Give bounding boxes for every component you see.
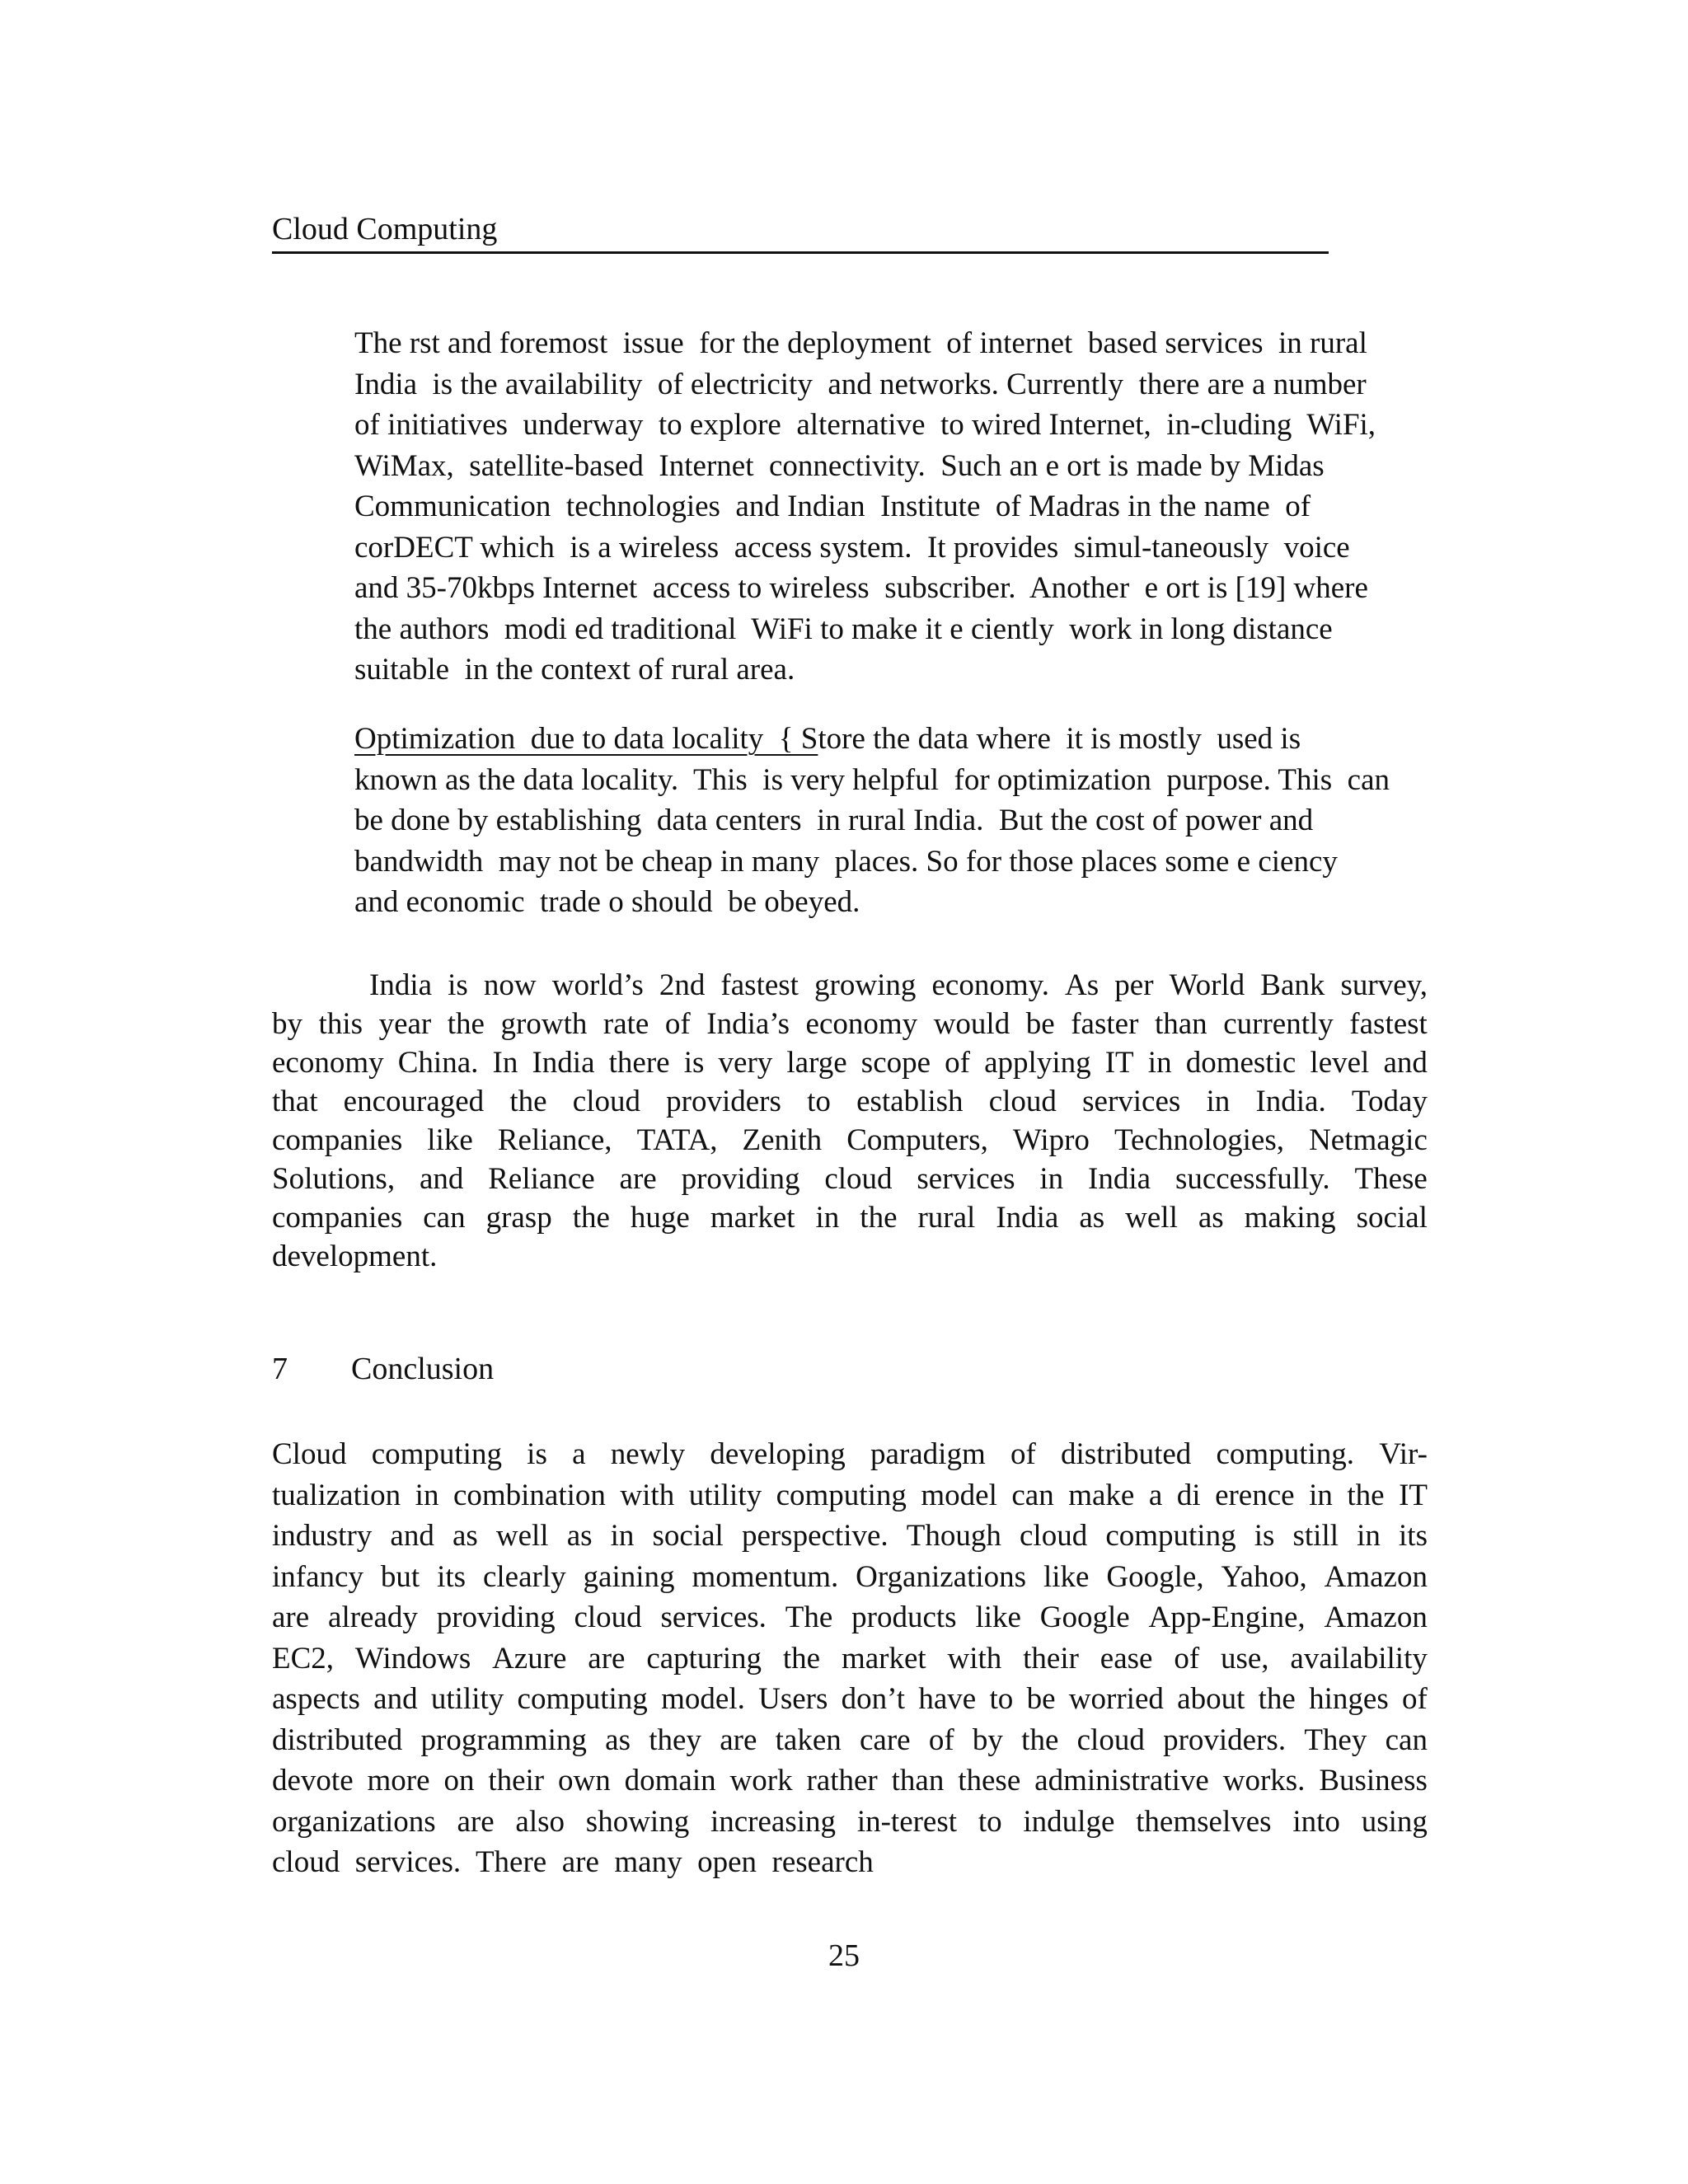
text-span: development.: [272, 1240, 438, 1273]
word: Amazon: [1324, 1601, 1428, 1634]
word: faster: [1071, 1007, 1139, 1041]
word: model.: [661, 1682, 745, 1716]
word: applying: [984, 1046, 1091, 1080]
word: don’t: [841, 1682, 906, 1716]
word: like: [1043, 1559, 1090, 1594]
word: Users: [758, 1682, 828, 1716]
word: make: [1068, 1478, 1135, 1512]
word: and: [373, 1682, 418, 1716]
word: successfully.: [1175, 1162, 1330, 1196]
word: cloud: [988, 1085, 1057, 1118]
word: the: [509, 1085, 547, 1118]
word: indulge: [1023, 1804, 1115, 1839]
word: providers.: [1163, 1722, 1287, 1757]
word: Though: [906, 1519, 1001, 1553]
text-line: [272, 1005, 1428, 1043]
word: the: [1021, 1722, 1059, 1757]
word: App-Engine,: [1148, 1601, 1306, 1634]
word: be: [1026, 1682, 1056, 1716]
word: Technologies,: [1114, 1123, 1284, 1157]
word: India: [1088, 1162, 1151, 1196]
word: utility: [430, 1682, 504, 1716]
word: survey,: [1340, 968, 1428, 1002]
word: level: [1310, 1046, 1370, 1080]
word: with: [947, 1641, 1002, 1675]
word: making: [1244, 1201, 1336, 1235]
word: as: [1079, 1201, 1105, 1235]
word: economy: [805, 1007, 918, 1041]
word: the: [572, 1201, 610, 1235]
text-line: of initiatives underway to explore alternative to wired Internet, in-cluding WiFi,: [354, 408, 1376, 442]
word: to: [807, 1085, 831, 1118]
word: Google,: [1106, 1559, 1204, 1594]
section-title: Conclusion: [351, 1352, 495, 1386]
word: is: [683, 1046, 705, 1080]
word: India: [532, 1046, 595, 1080]
word: aspects: [272, 1682, 360, 1716]
word: In: [492, 1046, 518, 1080]
word: of: [664, 1007, 691, 1041]
word: domain: [624, 1764, 716, 1797]
word: and: [390, 1519, 434, 1553]
word: its: [437, 1559, 467, 1594]
word: these: [958, 1764, 1021, 1797]
word: can: [423, 1201, 466, 1235]
word: The: [785, 1601, 833, 1634]
word: fastest: [1349, 1007, 1428, 1041]
word: use,: [1220, 1641, 1269, 1675]
word: huge: [630, 1201, 690, 1235]
word: as: [566, 1519, 593, 1553]
word: they: [649, 1722, 701, 1757]
word: Amazon: [1324, 1559, 1428, 1594]
word: EC2,: [272, 1641, 335, 1675]
word: products: [851, 1601, 957, 1634]
word: and: [419, 1162, 464, 1196]
word: of: [1010, 1437, 1036, 1471]
word: using: [1361, 1804, 1428, 1839]
word: well: [495, 1519, 549, 1553]
text-line: [272, 1516, 1428, 1557]
word: These: [1354, 1162, 1428, 1196]
word: very: [718, 1046, 773, 1080]
word: services.: [660, 1601, 767, 1634]
word: providers: [666, 1085, 781, 1118]
word: their: [1023, 1641, 1079, 1675]
word: and: [1383, 1046, 1428, 1080]
word: distributed: [272, 1722, 403, 1757]
word: di: [1176, 1478, 1201, 1512]
text-span: tore the data where it is mostly used is: [818, 722, 1301, 756]
word: providing: [436, 1601, 556, 1634]
word: by: [272, 1007, 302, 1041]
underlined-lead-term: Optimization due to data locality { S: [354, 722, 818, 756]
word: Bank: [1260, 968, 1325, 1002]
word: cloud: [1076, 1722, 1145, 1757]
text-line: [272, 1802, 1428, 1843]
paragraph-india-economy: [272, 966, 1428, 1276]
word: growing: [814, 968, 917, 1002]
word: TATA,: [636, 1123, 718, 1157]
word: the: [1258, 1682, 1296, 1716]
word: computing: [371, 1437, 502, 1471]
word: China.: [397, 1046, 479, 1080]
word: ease: [1100, 1641, 1153, 1675]
word: Yahoo,: [1221, 1559, 1307, 1594]
word: in: [1357, 1519, 1381, 1553]
text-line: and economic trade o should be obeyed.: [354, 885, 860, 919]
word: Wipro: [1012, 1123, 1090, 1157]
word: as: [452, 1519, 478, 1553]
text-line: [272, 1434, 1428, 1475]
text-line: [272, 1160, 1428, 1198]
text-line-last: [272, 1842, 1428, 1883]
word: the: [1347, 1478, 1385, 1512]
word: world’s: [551, 968, 644, 1002]
word: model: [921, 1478, 997, 1512]
word: in: [1039, 1162, 1064, 1196]
word: India.: [1255, 1085, 1326, 1118]
word: would: [933, 1007, 1010, 1041]
word: increasing: [710, 1804, 837, 1839]
word: as: [605, 1722, 631, 1757]
word: scope: [860, 1046, 931, 1080]
text-line: known as the data locality. This is very helpful for optimization purpose. This can: [354, 762, 1390, 797]
word: grasp: [485, 1201, 552, 1235]
text-line: Communication technologies and Indian Institute of Madras in the name of: [354, 490, 1311, 523]
word: in: [1206, 1085, 1231, 1118]
word: a: [1148, 1478, 1163, 1512]
word: Organizations: [856, 1559, 1027, 1594]
word: erence: [1215, 1478, 1295, 1512]
word: than: [1154, 1007, 1207, 1041]
word: than: [891, 1764, 945, 1797]
indented-paragraph-power-networks: [354, 323, 1418, 691]
word: its: [1399, 1519, 1428, 1553]
word: as: [1198, 1201, 1224, 1235]
word: have: [918, 1682, 977, 1716]
word: market: [710, 1201, 795, 1235]
word: establish: [856, 1085, 964, 1118]
word: this: [318, 1007, 363, 1041]
word: economy: [272, 1046, 384, 1080]
word: in: [1309, 1478, 1333, 1512]
word: Reliance: [488, 1162, 595, 1196]
word: Azure: [492, 1641, 567, 1675]
word: of: [928, 1722, 954, 1757]
word: encouraged: [343, 1085, 485, 1118]
word: Reliance,: [497, 1123, 612, 1157]
word: are: [720, 1722, 757, 1757]
running-header-title: Cloud Computing: [272, 212, 498, 246]
word: of: [945, 1046, 970, 1080]
section-heading: [272, 1348, 494, 1390]
word: well: [1125, 1201, 1178, 1235]
word: industry: [272, 1519, 373, 1553]
word: paradigm: [870, 1437, 986, 1471]
text-line: and 35-70kbps Internet access to wireless subscriber. Another e ort is [19] where: [354, 571, 1368, 605]
word: administrative: [1034, 1764, 1209, 1797]
text-span: cloud services. There are many open research: [272, 1845, 874, 1879]
text-line: The rst and foremost issue for the deployment of internet based services in rural: [354, 326, 1367, 360]
word: capturing: [646, 1641, 762, 1675]
word: the: [447, 1007, 485, 1041]
word: newly: [610, 1437, 686, 1471]
text-line: [272, 1679, 1428, 1720]
word: computing: [1105, 1519, 1236, 1553]
word: developing: [710, 1437, 846, 1471]
text-line: [272, 1043, 1428, 1082]
word: in: [815, 1201, 840, 1235]
word: of: [1174, 1641, 1200, 1675]
word: hinges: [1309, 1682, 1389, 1716]
text-line: be done by establishing data centers in rural India. But the cost of power and: [354, 804, 1314, 837]
text-line: [272, 1597, 1428, 1638]
word: computing: [517, 1682, 648, 1716]
word: Solutions,: [272, 1162, 396, 1196]
word: are: [588, 1641, 626, 1675]
text-line: the authors modi ed traditional WiFi to make it e ciently work in long distance: [354, 612, 1333, 646]
word: that: [272, 1085, 318, 1118]
text-line: suitable in the context of rural area.: [354, 653, 795, 687]
text-line: WiMax, satellite-based Internet connectivity. Such an e ort is made by Midas: [354, 448, 1325, 483]
word: like: [975, 1601, 1021, 1634]
page-number: 25: [828, 1938, 860, 1973]
word: more: [367, 1764, 430, 1797]
word: in-terest: [856, 1804, 958, 1839]
word: Netmagic: [1309, 1123, 1428, 1157]
word: programming: [420, 1722, 587, 1757]
word: infancy: [272, 1559, 363, 1594]
word: rate: [603, 1007, 649, 1041]
word: computing: [776, 1478, 907, 1512]
word: worried: [1068, 1682, 1164, 1716]
word: a: [572, 1437, 586, 1471]
text-line: [272, 1082, 1428, 1121]
text-line: [272, 1638, 1428, 1680]
word: cloud: [572, 1085, 640, 1118]
text-line: India is the availability of electricity and networks. Currently there are a number: [354, 367, 1367, 401]
word: their: [488, 1764, 545, 1797]
text-line-last: [272, 1237, 1428, 1276]
word: Windows: [354, 1641, 471, 1675]
word: Google: [1039, 1601, 1130, 1634]
word: Computers,: [846, 1123, 988, 1157]
word: rural: [917, 1201, 976, 1235]
word: about: [1177, 1682, 1245, 1716]
word: IT: [1104, 1046, 1134, 1080]
word: utility: [688, 1478, 762, 1512]
word: in: [415, 1478, 439, 1512]
word: to: [978, 1804, 1002, 1839]
header-rule: [272, 251, 1329, 254]
word: still: [1292, 1519, 1339, 1553]
word: also: [515, 1804, 565, 1839]
word: is: [527, 1437, 547, 1471]
word: fastest: [720, 968, 799, 1002]
text-line: [272, 1760, 1428, 1802]
text-line-first: [272, 966, 1428, 1005]
word: on: [443, 1764, 475, 1797]
word: India: [996, 1201, 1059, 1235]
word: own: [558, 1764, 611, 1797]
word: growth: [500, 1007, 588, 1041]
word: providing: [681, 1162, 800, 1196]
word: works.: [1222, 1764, 1306, 1797]
text-line: [272, 1720, 1428, 1761]
word: are: [457, 1804, 495, 1839]
word: organizations: [272, 1804, 436, 1839]
word: companies: [272, 1201, 403, 1235]
section-number: 7: [272, 1352, 288, 1386]
word: there: [608, 1046, 670, 1080]
word: Zenith: [742, 1123, 823, 1157]
word: care: [860, 1722, 911, 1757]
text-line: [272, 1198, 1428, 1237]
word: by: [972, 1722, 1003, 1757]
word: the: [860, 1201, 898, 1235]
word: market: [841, 1641, 926, 1675]
word: India’s: [706, 1007, 790, 1041]
word: the: [782, 1641, 821, 1675]
word: social: [652, 1519, 724, 1553]
word: computing.: [1216, 1437, 1355, 1471]
word: They: [1304, 1722, 1367, 1757]
word: Vir-: [1379, 1437, 1428, 1471]
word: services: [917, 1162, 1015, 1196]
text-line: bandwidth may not be cheap in many places. So for those places some e ciency: [354, 844, 1338, 879]
word: economy.: [931, 968, 1049, 1002]
word: services: [1082, 1085, 1181, 1118]
word: per: [1114, 968, 1154, 1002]
word: social: [1356, 1201, 1428, 1235]
word: are: [619, 1162, 657, 1196]
word: gaining: [583, 1559, 675, 1594]
word: companies: [272, 1123, 403, 1157]
word: themselves: [1136, 1804, 1272, 1839]
word: clearly: [482, 1559, 566, 1594]
word: IT: [1399, 1478, 1428, 1512]
text-line: [272, 1557, 1428, 1598]
paragraph-conclusion: [272, 1434, 1428, 1883]
word: into: [1292, 1804, 1340, 1839]
word: Cloud: [272, 1437, 347, 1471]
word: year: [378, 1007, 432, 1041]
word: large: [786, 1046, 847, 1080]
word: now: [483, 968, 537, 1002]
word: is: [1254, 1519, 1275, 1553]
word: distributed: [1061, 1437, 1192, 1471]
word: already: [328, 1601, 418, 1634]
word: are: [272, 1601, 310, 1634]
word: showing: [585, 1804, 690, 1839]
word: taken: [775, 1722, 842, 1757]
word: tualization: [272, 1478, 401, 1512]
word: in: [1147, 1046, 1172, 1080]
word: currently: [1223, 1007, 1334, 1041]
word: can: [1385, 1722, 1428, 1757]
word: is: [448, 968, 468, 1002]
word: of: [1402, 1682, 1428, 1716]
word: be: [1025, 1007, 1055, 1041]
word: cloud: [1020, 1519, 1088, 1553]
word: like: [427, 1123, 473, 1157]
word: but: [380, 1559, 420, 1594]
text-line: [272, 1121, 1428, 1160]
word: to: [989, 1682, 1014, 1716]
text-line: [272, 1475, 1428, 1516]
word: combination: [452, 1478, 606, 1512]
word: perspective.: [741, 1519, 889, 1553]
word: World: [1169, 968, 1245, 1002]
word: with: [620, 1478, 675, 1512]
word: 2nd: [659, 968, 706, 1002]
word: As: [1065, 968, 1100, 1002]
text-line: corDECT which is a wireless access system. It provides simul-taneously voice: [354, 530, 1350, 565]
indented-paragraph-data-locality: [354, 719, 1418, 923]
text-line: [354, 719, 1418, 760]
word: India: [369, 968, 433, 1002]
word: cloud: [574, 1601, 642, 1634]
word: work: [729, 1764, 793, 1797]
word: rather: [806, 1764, 878, 1797]
word: availability: [1290, 1641, 1428, 1675]
word: in: [610, 1519, 635, 1553]
word: devote: [272, 1764, 354, 1797]
word: Today: [1351, 1085, 1428, 1118]
word: domestic: [1185, 1046, 1296, 1080]
word: can: [1011, 1478, 1054, 1512]
word: momentum.: [692, 1559, 839, 1594]
word: Business: [1319, 1764, 1428, 1797]
word: cloud: [824, 1162, 893, 1196]
